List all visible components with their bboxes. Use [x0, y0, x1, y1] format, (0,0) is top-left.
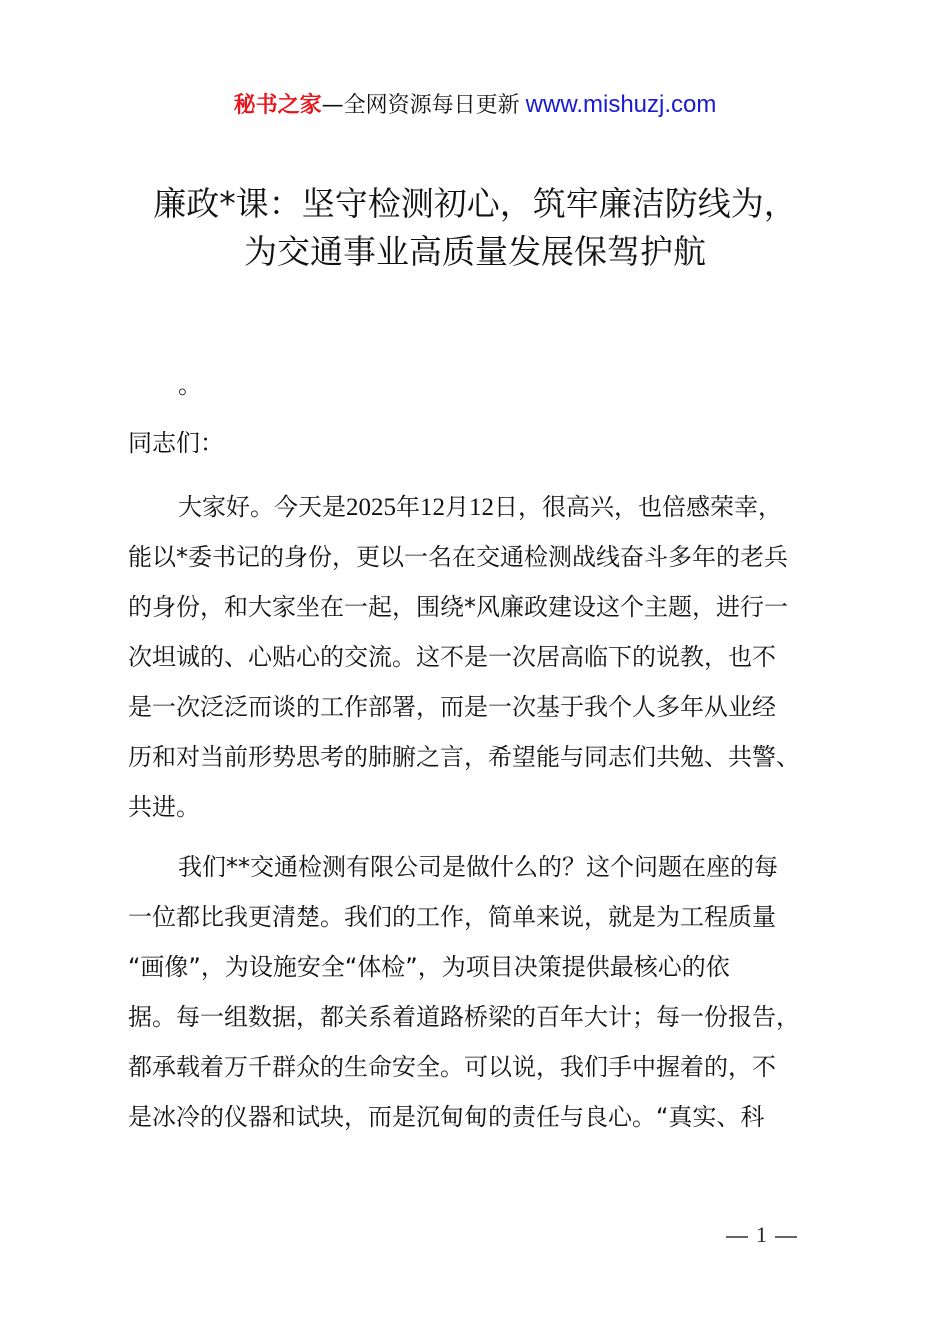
stray-punctuation: 。 — [178, 371, 202, 399]
paragraph-2-line-5: 都承载着万千群众的生命安全。可以说，我们手中握着的，不 — [128, 1053, 776, 1081]
paragraph-1-line-7: 共进。 — [128, 793, 200, 821]
paragraph-1-line-6: 历和对当前形势思考的肺腑之言，希望能与同志们共勉、共警、 — [128, 743, 800, 771]
brand-name: 秘书之家 — [233, 93, 322, 118]
salutation: 同志们： — [128, 429, 224, 457]
paragraph-1-line-1: 大家好。今天是2025年12月12日，很高兴，也倍感荣幸， — [178, 493, 782, 521]
header-tagline: —全网资源每日更新 — [321, 93, 520, 118]
page-number — [718, 1222, 800, 1248]
page-number-value: 1 — [756, 1222, 767, 1247]
page-number-dash-left — [726, 1236, 748, 1238]
site-url-link[interactable]: www.mishuzj.com — [525, 91, 717, 118]
paragraph-1-line-3: 的身份，和大家坐在一起，围绕*风廉政建设这个主题，进行一 — [128, 593, 788, 621]
paragraph-1-line-4: 次坦诚的、心贴心的交流。这不是一次居高临下的说教，也不 — [128, 643, 776, 671]
title-line-2: 为交通事业高质量发展保驾护航 — [244, 232, 706, 271]
paragraph-2-line-6: 是冰冷的仪器和试块，而是沉甸甸的责任与良心。“真实、科 — [128, 1103, 765, 1131]
document-title — [0, 180, 950, 276]
paragraph-1-line-2: 能以*委书记的身份，更以一名在交通检测战线奋斗多年的老兵 — [128, 543, 788, 571]
paragraph-1-line-5: 是一次泛泛而谈的工作部署，而是一次基于我个人多年从业经 — [128, 693, 776, 721]
paragraph-2-line-2: 一位都比我更清楚。我们的工作，简单来说，就是为工程质量 — [128, 903, 776, 931]
page-number-dash-right — [775, 1236, 797, 1238]
paragraph-2-line-3: “画像”，为设施安全“体检”，为项目决策提供最核心的依 — [128, 953, 730, 981]
paragraph-2-line-4: 据。每一组数据，都关系着道路桥梁的百年大计；每一份报告， — [128, 1003, 800, 1031]
title-line-1: 廉政*课：坚守检测初心，筑牢廉洁防线为， — [153, 184, 797, 223]
site-header — [0, 88, 950, 123]
paragraph-2-line-1: 我们**交通检测有限公司是做什么的？这个问题在座的每 — [178, 853, 778, 881]
